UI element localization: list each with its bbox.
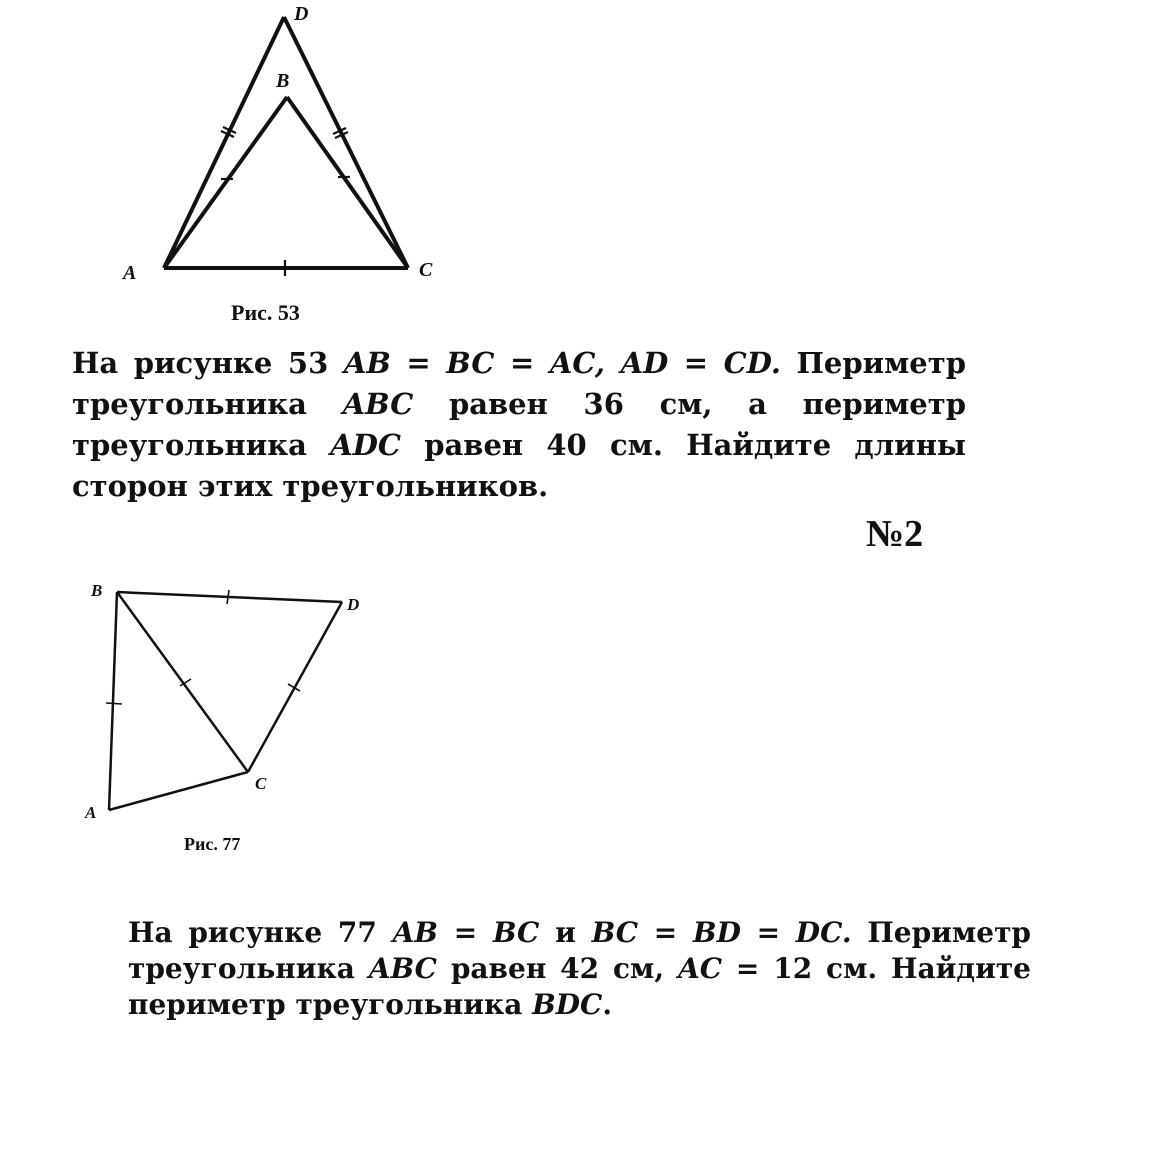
problem-1-part2: Периметр треугольника	[72, 346, 966, 421]
segment-bc	[117, 592, 248, 772]
problem-2-and: и	[539, 916, 592, 949]
problem-2-part5: .	[602, 988, 613, 1021]
vertex-b-label: B	[276, 70, 290, 92]
vertex-b-label-2: B	[91, 581, 103, 600]
problem-2-part1: На рисунке 77	[128, 916, 393, 949]
segment-ac	[109, 772, 248, 810]
vertex-a-label-2: A	[85, 803, 97, 822]
problem-2-triangle-bdc: BDC	[532, 988, 603, 1021]
problem-2-equation2: BC = BD = DC.	[591, 916, 852, 949]
problem-1-equation1: AB = BC = AC,	[343, 346, 605, 380]
problem-1-triangle-abc: ABC	[342, 387, 414, 421]
vertex-d-label: D	[294, 3, 309, 25]
problem-2-triangle-abc: ABC	[368, 952, 437, 985]
vertex-c-label: C	[419, 259, 433, 281]
tick-ab	[106, 703, 122, 704]
problem-2-equation1: AB = BC	[392, 916, 540, 949]
task-number: №2	[866, 513, 924, 555]
problem-1-part3: равен 36 см, а периметр треугольника	[72, 387, 966, 462]
problem-1-part1: На рисунке 53	[72, 346, 344, 380]
segment-ab	[109, 592, 117, 810]
vertex-c-label-2: C	[255, 774, 267, 793]
problem-2-segment-ac: AC	[678, 952, 723, 985]
figure-caption-53: Рис. 53	[231, 300, 300, 325]
vertex-d-label-2: D	[347, 595, 360, 614]
problem-2-part4: = 12 см. Найдите периметр треугольника	[128, 952, 1031, 1021]
problem-2-part2: Периметр треугольника	[128, 916, 1031, 985]
vertex-a-label: A	[123, 262, 137, 284]
problem-2-part3: равен 42 см,	[436, 952, 678, 985]
segment-bd	[117, 592, 342, 602]
problem-1-equation2: AD = CD.	[620, 346, 781, 380]
segment-dc	[248, 602, 342, 772]
problem-1-triangle-adc: ADC	[330, 428, 401, 462]
problem-2-text	[128, 915, 1031, 1023]
tick-bd	[227, 590, 229, 604]
problem-1-part4: равен 40 см. Найдите длины сторон этих треугольников.	[72, 428, 966, 503]
figure-caption-77: Рис. 77	[184, 834, 241, 854]
